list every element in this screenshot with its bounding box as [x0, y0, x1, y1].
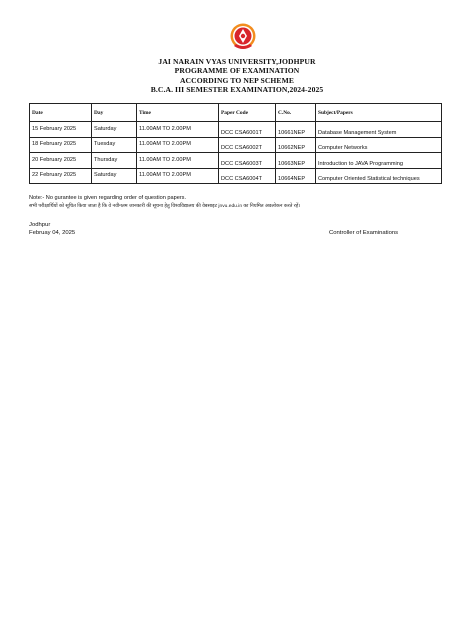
scheme-title: ACCORDING TO NEP SCHEME — [179, 75, 295, 85]
cell-date: 18 February 2025 — [30, 137, 92, 153]
cell-subject: Computer Oriented Statistical techniques — [316, 168, 442, 184]
cell-time: 11.00AM TO 2.00PM — [137, 153, 219, 169]
programme-title: PROGRAMME OF EXAMINATION — [174, 66, 300, 76]
cell-paper-code: DCC CSA6001T — [219, 122, 276, 138]
issue-date: Februay 04, 2025 — [29, 230, 76, 236]
column-header-paper-code: Paper Code — [219, 104, 276, 122]
cell-date: 20 February 2025 — [30, 153, 92, 169]
hindi-website-notice: सभी परीक्षार्थियों को सूचित किया जाता है कि वे नवीनतम जानकारी की सूचना हेतु विश्वविद्यालय की वेबसाइट jnvu.edu.in का नियमित अवलोकन करते रहें। — [29, 204, 301, 209]
cell-paper-code: DCC CSA6002T — [219, 137, 276, 153]
cell-day: Tuesday — [92, 137, 137, 153]
university-name: JAI NARAIN VYAS UNIVERSITY,JODHPUR — [158, 57, 316, 66]
cell-date: 15 February 2025 — [30, 122, 92, 138]
document-header — [0, 57, 474, 95]
cell-cno: 10661NEP — [276, 122, 316, 138]
cell-day: Saturday — [92, 168, 137, 184]
signatory-title: Controller of Examinations — [329, 230, 399, 236]
cell-cno: 10662NEP — [276, 137, 316, 153]
cell-subject: Database Management System — [316, 122, 442, 138]
table-row — [30, 153, 442, 169]
table-row — [30, 122, 442, 138]
university-logo — [229, 22, 257, 52]
cell-date: 22 February 2025 — [30, 168, 92, 184]
cell-subject: Introduction to JAVA Programming — [316, 153, 442, 169]
cell-time: 11.00AM TO 2.00PM — [137, 122, 219, 138]
table-row — [30, 168, 442, 184]
order-disclaimer-note: Note:- No gurantee is given regarding order of question papers. — [29, 195, 187, 201]
issue-place: Jodhpur — [29, 222, 51, 228]
cell-cno: 10664NEP — [276, 168, 316, 184]
cell-time: 11.00AM TO 2.00PM — [137, 137, 219, 153]
cell-subject: Computer Networks — [316, 137, 442, 153]
column-header-date: Date — [30, 104, 92, 122]
column-header-subject: Subject/Papers — [316, 104, 442, 122]
cell-day: Saturday — [92, 122, 137, 138]
column-header-cno: C.No. — [276, 104, 316, 122]
cell-paper-code: DCC CSA6003T — [219, 153, 276, 169]
cell-paper-code: DCC CSA6004T — [219, 168, 276, 184]
column-header-time: Time — [137, 104, 219, 122]
table-row — [30, 137, 442, 153]
cell-cno: 10663NEP — [276, 153, 316, 169]
exam-title: B.C.A. III SEMESTER EXAMINATION,2024-2025 — [150, 85, 324, 95]
table-header-row — [30, 104, 442, 122]
exam-schedule-table — [29, 103, 442, 184]
cell-time: 11.00AM TO 2.00PM — [137, 168, 219, 184]
column-header-day: Day — [92, 104, 137, 122]
cell-day: Thursday — [92, 153, 137, 169]
